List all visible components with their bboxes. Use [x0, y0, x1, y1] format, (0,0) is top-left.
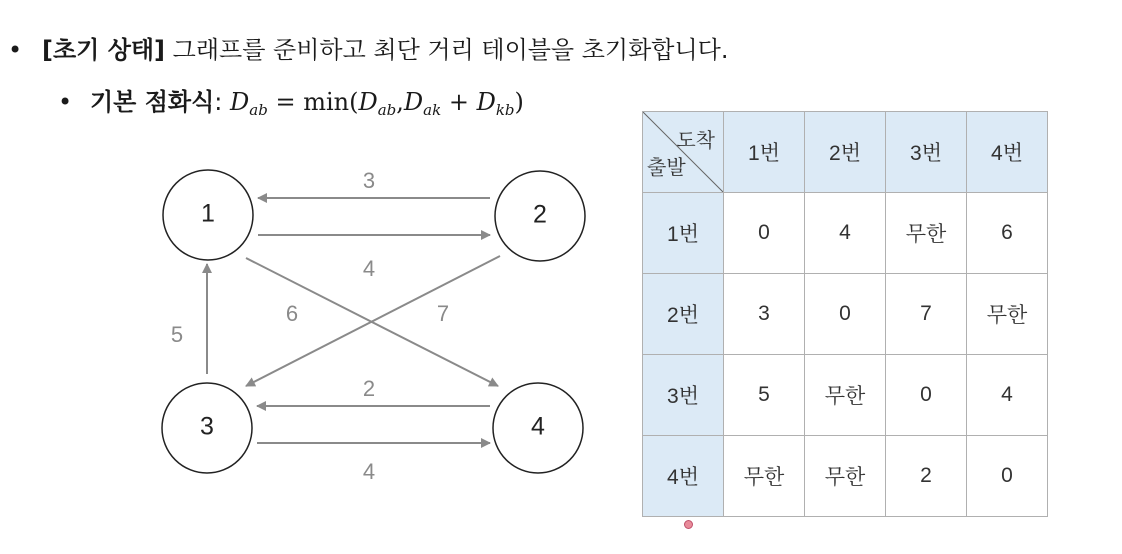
- table-row: [643, 193, 1048, 274]
- node-label: 4: [531, 412, 545, 441]
- edge-weight-label: 6: [285, 300, 299, 326]
- var-d: D: [476, 88, 496, 116]
- edge-weight-label: 3: [362, 167, 376, 193]
- cursor-dot: [684, 520, 693, 529]
- heading-bold: [초기 상태]: [42, 36, 166, 64]
- var-d: D: [230, 88, 250, 116]
- table-corner: [643, 112, 724, 193]
- table-cell: 무한: [805, 355, 886, 436]
- node-label: 3: [200, 412, 214, 441]
- table-cell: 0: [805, 274, 886, 355]
- bullet: •: [8, 36, 23, 64]
- row-header: 3번: [643, 355, 724, 436]
- edge-weight-label: 4: [362, 255, 376, 281]
- node-label: 1: [201, 199, 215, 228]
- table-cell: 무한: [724, 436, 805, 517]
- table-cell: 무한: [886, 193, 967, 274]
- min-func: min: [303, 88, 350, 116]
- col-header: 3번: [886, 112, 967, 193]
- var-d: D: [403, 88, 424, 116]
- table-row: [643, 436, 1048, 517]
- table-row: [643, 274, 1048, 355]
- table-cell: 0: [724, 193, 805, 274]
- edge-weight-label: 2: [362, 375, 376, 401]
- bullet: •: [58, 88, 73, 116]
- table-cell: 3: [724, 274, 805, 355]
- corner-source-label: 출발: [647, 157, 686, 179]
- node-label: 2: [533, 200, 547, 229]
- table-cell: 2: [886, 436, 967, 517]
- sub-ab: ab: [377, 101, 397, 119]
- sub-ak: ak: [423, 101, 442, 119]
- row-header: 2번: [643, 274, 724, 355]
- table-cell: 6: [967, 193, 1048, 274]
- formula-label: 기본 점화식: [90, 88, 215, 116]
- distance-table: [642, 111, 1048, 517]
- heading-text: 그래프를 준비하고 최단 거리 테이블을 초기화합니다.: [165, 36, 729, 64]
- comma: ,: [396, 88, 404, 116]
- col-header: 4번: [967, 112, 1048, 193]
- sub-kb: kb: [495, 101, 515, 119]
- table-row: [643, 355, 1048, 436]
- table-cell: 4: [967, 355, 1048, 436]
- edge-weight-label: 5: [170, 321, 184, 347]
- row-header: 4번: [643, 436, 724, 517]
- table-cell: 0: [967, 436, 1048, 517]
- table-cell: 5: [724, 355, 805, 436]
- table-cell: 4: [805, 193, 886, 274]
- edge-weight-label: 4: [362, 458, 376, 484]
- table-cell: 7: [886, 274, 967, 355]
- table-header-row: [643, 112, 1048, 193]
- row-header: 1번: [643, 193, 724, 274]
- paren-close: ): [514, 88, 524, 116]
- sub-ab: ab: [249, 101, 268, 119]
- paren-open: (: [349, 88, 359, 116]
- table-cell: 0: [886, 355, 967, 436]
- table-cell: 무한: [967, 274, 1048, 355]
- table-cell: 무한: [805, 436, 886, 517]
- var-d: D: [358, 88, 378, 116]
- edge-weight-label: 7: [436, 300, 450, 326]
- corner-destination-label: 도착: [676, 130, 715, 152]
- equals-sign: =: [275, 88, 296, 116]
- plus-sign: +: [448, 88, 469, 116]
- col-header: 1번: [724, 112, 805, 193]
- formula-colon: :: [214, 88, 223, 116]
- col-header: 2번: [805, 112, 886, 193]
